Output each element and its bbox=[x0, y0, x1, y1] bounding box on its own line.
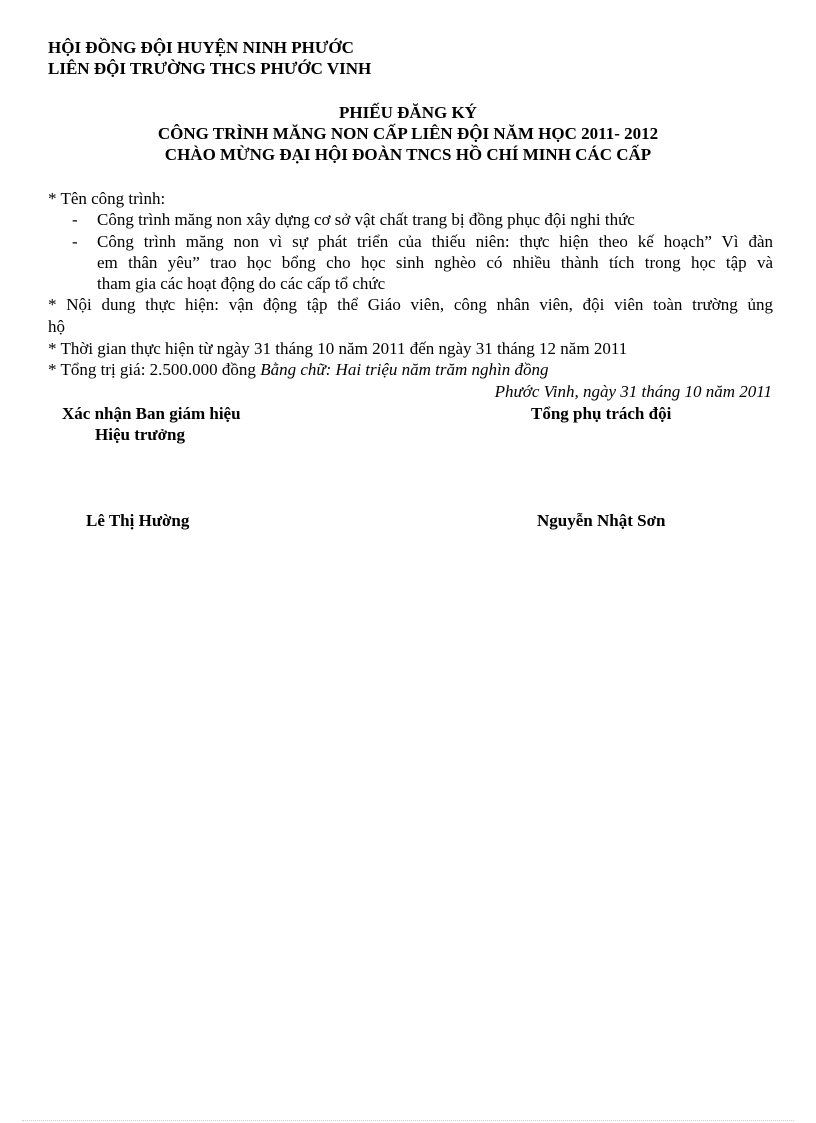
project-item-2-line-3: tham gia các hoạt động do các cấp tổ chức bbox=[97, 274, 386, 293]
time-line: * Thời gian thực hiện từ ngày 31 tháng 10 năm 2011 đến ngày 31 tháng 12 năm 2011 bbox=[48, 339, 628, 358]
value-line bbox=[48, 359, 549, 380]
title-line-2: CÔNG TRÌNH MĂNG NON CẤP LIÊN ĐỘI NĂM HỌC 2011- 2012 bbox=[157, 124, 659, 143]
value-amount: * Tổng trị giá: 2.500.000 đồng bbox=[48, 360, 261, 379]
project-item-2-line-1: Công trình măng non vì sự phát triển của thiếu niên: thực hiện theo kế hoạch” Vì đàn bbox=[97, 232, 773, 251]
content-line-1: * Nội dung thực hiện: vận động tập thể Giáo viên, công nhân viên, đội viên toàn trường ủng bbox=[48, 295, 773, 314]
footer-dotted-rule bbox=[22, 1120, 794, 1121]
bullet-dash: - bbox=[72, 232, 78, 251]
place-date: Phước Vinh, ngày 31 tháng 10 năm 2011 bbox=[494, 382, 772, 401]
project-item-1: Công trình măng non xây dựng cơ sở vật chất trang bị đồng phục đội nghi thức bbox=[97, 210, 635, 229]
project-label: * Tên công trình: bbox=[48, 189, 166, 208]
org-line-2: LIÊN ĐỘI TRƯỜNG THCS PHƯỚC VINH bbox=[48, 59, 372, 78]
left-signature-heading: Xác nhận Ban giám hiệu bbox=[62, 404, 241, 423]
title-line-3: CHÀO MỪNG ĐẠI HỘI ĐOÀN TNCS HỒ CHÍ MINH CÁC CẤP bbox=[164, 145, 652, 164]
title-line-1: PHIẾU ĐĂNG KÝ bbox=[339, 103, 477, 122]
content-line-2: hộ bbox=[48, 317, 65, 336]
left-signature-role: Hiệu trưởng bbox=[95, 425, 185, 444]
right-signer-name: Nguyễn Nhật Sơn bbox=[537, 511, 666, 530]
right-signature-heading: Tổng phụ trách đội bbox=[531, 404, 672, 423]
bullet-dash: - bbox=[72, 210, 78, 229]
project-item-2-line-2: em thân yêu” trao học bổng cho học sinh nghèo có nhiều thành tích trong học tập và bbox=[97, 253, 773, 272]
org-line-1: HỘI ĐỒNG ĐỘI HUYỆN NINH PHƯỚC bbox=[48, 38, 354, 57]
value-in-words: Bằng chữ: Hai triệu năm trăm nghìn đồng bbox=[260, 360, 549, 379]
left-signer-name: Lê Thị Hường bbox=[86, 511, 190, 530]
